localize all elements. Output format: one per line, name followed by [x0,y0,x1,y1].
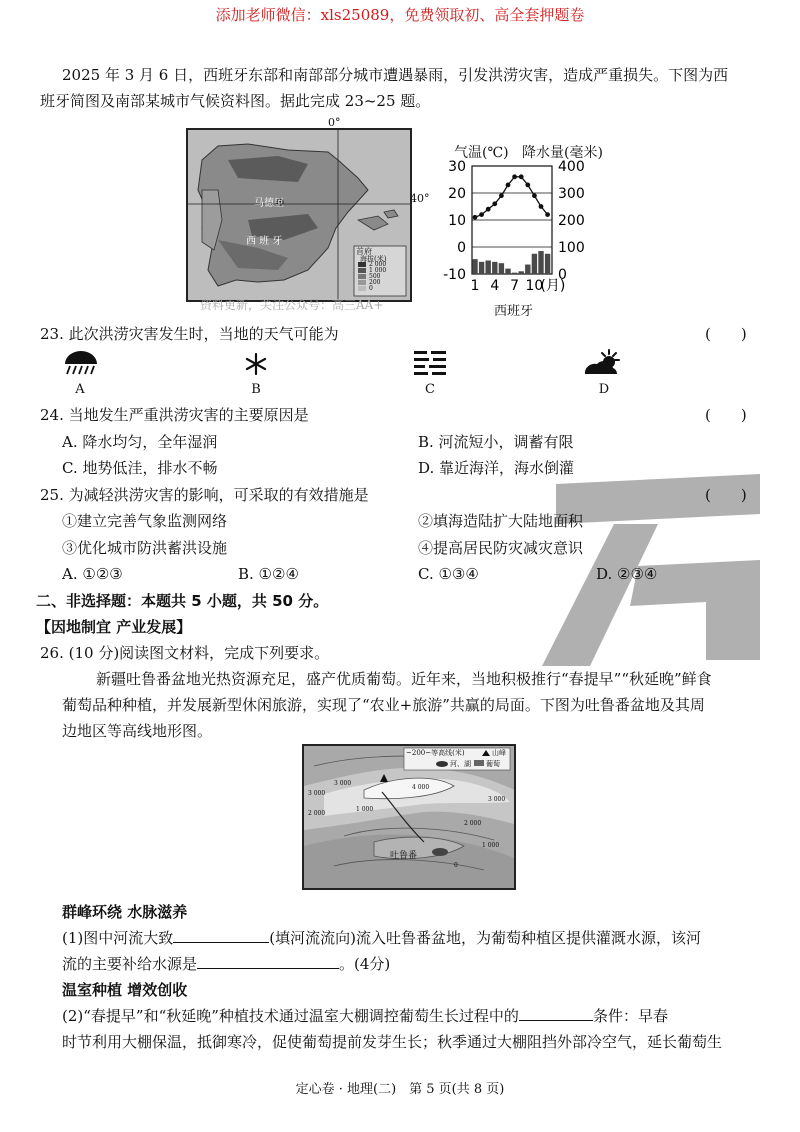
precip-bar [525,265,530,274]
sub1-text-b: (填河流流向)流入吐鲁番盆地，为葡萄种植区提供灌溉水源，该河 [269,929,701,947]
precip-axis-label: 降水量(毫米) [522,145,603,161]
q25-statement-4: ④提高居民防灾减灾意识 [418,539,584,557]
q25-statement-2: ②填海造陆扩大陆地面积 [418,512,584,530]
chart-subtitle: 西班牙 [494,304,534,319]
temp-axis-label: 气温(℃) [454,145,509,161]
temperature-point [499,193,504,198]
precip-bar [538,251,543,274]
temperature-point [486,207,491,212]
legend-level: 1 000 [369,267,387,274]
temperature-point [532,193,537,198]
precip-bar [486,261,491,275]
q23-option-c[interactable]: C [425,382,435,397]
q23-option-a[interactable]: A [75,382,85,397]
precip-tick-label: 400 [558,159,585,175]
contour-label: 3 000 [488,796,506,803]
longitude-label: 0° [328,116,341,129]
q25-answer-paren: ( ) [705,486,747,504]
temperature-point [473,215,478,220]
temperature-point [479,212,484,217]
partly-cloudy-icon [583,348,623,378]
spain-map [186,128,412,302]
q23-answer-paren: ( ) [705,325,747,343]
page-footer: 定心卷 · 地理(二) 第 5 页(共 8 页) [295,1082,505,1097]
legend-river: 河、湖 [450,760,471,768]
sub2-question-line-1 [62,1003,668,1029]
fog-icon [414,350,446,376]
month-tick-label: 4 [490,278,500,294]
latitude-label: 40° [410,192,430,205]
q25-stem: 25. 为减轻洪涝灾害的影响，可采取的有效措施是 [40,486,369,504]
precip-bar [492,262,497,274]
contour-label: 1 000 [356,806,374,813]
contour-label: 2 000 [308,810,326,817]
q23-option-d[interactable]: D [598,382,610,397]
sub1-question-line-1 [62,925,701,951]
sub2-question-line-2: 时节利用大棚保温，抵御寒冷，促使葡萄提前发芽生长；秋季通过大棚阻挡外部冷空气，延长葡萄生 [62,1033,723,1051]
temperature-point [492,201,497,206]
madrid-label: 马德里 [254,198,284,209]
q25-option-c[interactable]: C. ①③④ [418,565,479,583]
promo-header: 添加老师微信：xls25089，免费领取初、高全套押题卷 [215,6,585,24]
contour-label: 3 000 [308,790,326,797]
watermark-text: 资料更新，关注公众号：高三AA+ [200,298,384,312]
precip-tick-label: 200 [558,213,585,229]
sub2-text-a: (2)“春提早”和“秋延晚”种植技术通过温室大棚调控葡萄生长过程中的 [62,1007,519,1025]
q24-answer-paren: ( ) [705,406,747,424]
sub2-heading: 温室种植 增效创收 [62,981,188,999]
sub1-heading: 群峰环绕 水脉滋养 [62,903,188,921]
temperature-point [519,174,524,179]
intro-line-2: 班牙简图及南部某城市气候资料图。据此完成 23~25 题。 [40,92,431,110]
turpan-map-graphic [304,746,514,888]
legend-peak: 山峰 [492,749,506,757]
temperature-point [545,212,550,217]
precip-bar [472,259,477,274]
contour-label: 3 000 [334,780,352,787]
section-2-title: 二、非选择题：本题共 5 小题，共 50 分。 [36,592,329,610]
legend-level: 500 [369,273,381,280]
precip-bar [512,273,517,274]
legend-level: 2 000 [369,261,387,268]
temp-tick-label: 0 [457,240,466,256]
q25-statement-1: ①建立完善气象监测网络 [62,512,228,530]
precip-bar [519,271,524,274]
temperature-line [475,177,548,218]
contour-label: 2 000 [464,820,482,827]
precip-bar [479,262,484,274]
temp-tick-label: 30 [448,159,466,175]
precip-tick-label: 0 [558,267,567,283]
precip-bar [505,269,510,274]
contour-label: 1 000 [482,842,500,849]
temperature-point [506,183,511,188]
legend-level: 0 [369,285,373,292]
legend-level: 200 [369,279,381,286]
temperature-point [512,174,517,179]
topic-title: 【因地制宜 产业发展】 [36,618,192,636]
sub1-blank-1[interactable] [173,926,269,943]
sub2-text-b: 条件：早春 [592,1007,668,1025]
legend-altitude-title: 海拔(米) [360,255,387,263]
legend-vineyard: 葡萄 [486,760,500,768]
q24-option-d[interactable]: D. 靠近海洋，海水倒灌 [418,459,575,477]
temperature-point [525,183,530,188]
legend-contour: ~200~等高线(米) [406,749,465,757]
q24-stem: 24. 当地发生严重洪涝灾害的主要原因是 [40,406,309,424]
temperature-point [539,204,544,209]
month-tick-label: 7 [510,278,520,294]
q26-stem: 26. (10 分)阅读图文材料，完成下列要求。 [40,644,330,662]
sub1-blank-2[interactable] [197,952,339,969]
sub1-text-a: (1)图中河流大致 [62,929,174,947]
q25-statement-3: ③优化城市防洪蓄洪设施 [62,539,228,557]
precip-bar [499,263,504,274]
sub2-blank-1[interactable] [519,1004,593,1021]
q26-material-line-3: 边地区等高线地形图。 [62,722,213,740]
q25-option-d[interactable]: D. ②③④ [596,565,658,583]
q23-stem: 23. 此次洪涝灾害发生时，当地的天气可能为 [40,325,339,343]
precip-bar [545,254,550,274]
precip-tick-label: 100 [558,240,585,256]
q26-material-line-1: 新疆吐鲁番盆地光热资源充足，盛产优质葡萄。近年来，当地积极推行“春提早”“秋延晚”鲜食 [96,670,712,688]
month-tick-label: 1 [470,278,480,294]
intro-line-1: 2025 年 3 月 6 日，西班牙东部和南部部分城市遭遇暴雨，引发洪涝灾害，造成严重损失。下图为西 [62,66,729,84]
contour-label: 0 [454,862,458,869]
sub1-question-line-2 [62,951,390,977]
q24-option-c[interactable]: C. 地势低洼，排水不畅 [62,459,218,477]
contour-label: 4 000 [412,784,430,791]
sub1-text-c: 流的主要补给水源是 [62,955,198,973]
turpan-map [302,744,516,890]
temp-tick-label: -10 [443,267,466,283]
sub1-text-d: 。(4分) [339,955,391,973]
turpan-label: 吐鲁番 [390,851,418,861]
month-unit-label: (月) [540,278,566,294]
climate-chart-svg [420,140,616,320]
q23-option-b[interactable]: B [251,382,261,397]
q24-option-a[interactable]: A. 降水均匀，全年湿润 [62,433,218,451]
legend-capital: 首府 [356,247,372,256]
temp-tick-label: 10 [448,213,466,229]
q25-option-b[interactable]: B. ①②④ [238,565,299,583]
q25-option-a[interactable]: A. ①②③ [62,565,123,583]
month-tick-label: 10 [525,278,544,294]
q26-material-line-2: 葡萄品种种植，并发展新型休闲旅游，实现了“农业+旅游”共赢的局面。下图为吐鲁番盆地及其周 [62,696,705,714]
spain-label: 西 班 牙 [246,236,283,247]
precip-bar [532,254,537,274]
q24-option-b[interactable]: B. 河流短小，调蓄有限 [418,433,574,451]
rainstorm-icon [62,348,100,376]
climate-chart [420,140,616,320]
snowflake-icon [244,352,268,376]
precip-tick-label: 300 [558,186,585,202]
temp-tick-label: 20 [448,186,466,202]
